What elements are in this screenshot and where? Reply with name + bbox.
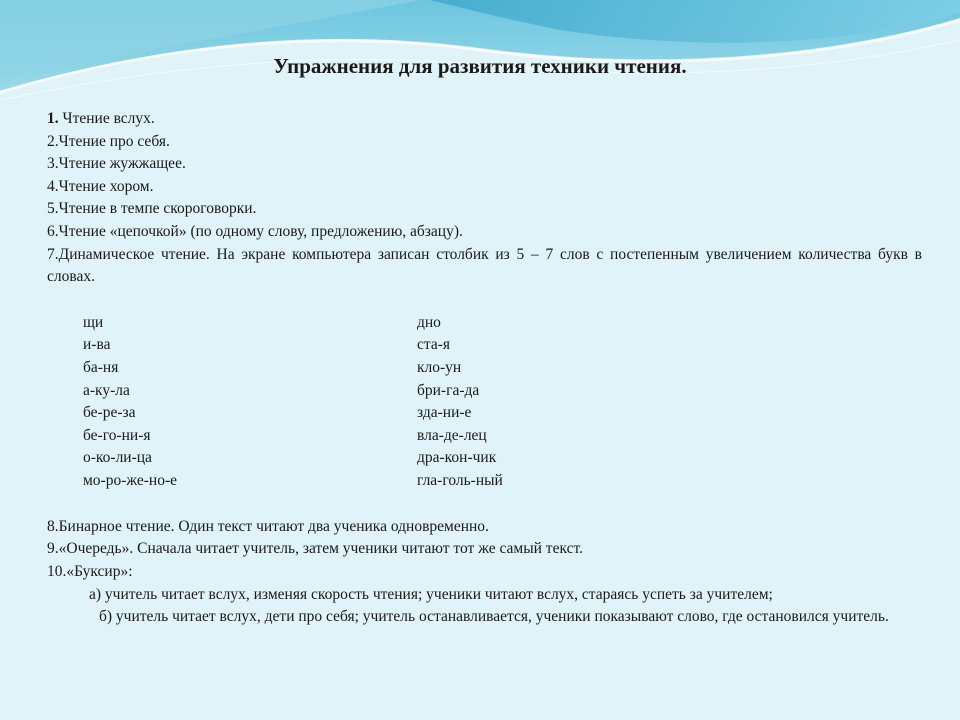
- item-text: Чтение вслух.: [58, 110, 155, 127]
- page-title: Упражнения для развития техники чтения.: [273, 54, 687, 78]
- list-item: 4.Чтение хором.: [47, 177, 154, 195]
- word: ста-я: [417, 336, 451, 354]
- list-item: 5.Чтение в темпе скороговорки.: [47, 200, 257, 218]
- word: бри-га-да: [417, 381, 480, 399]
- word: кло-ун: [417, 358, 462, 376]
- word: вла-де-лец: [417, 426, 487, 444]
- word-columns: [47, 312, 922, 493]
- word-column-left: [83, 312, 177, 493]
- word: дно: [417, 313, 441, 331]
- list-item: 7.Динамическое чтение. На экране компьютера записан столбик из 5 – 7 слов с постепенным увеличением количества букв в словах.: [47, 245, 922, 286]
- word: ба-ня: [83, 358, 119, 376]
- list-item: 3.Чтение жужжащее.: [47, 155, 186, 173]
- word: щи: [83, 313, 104, 331]
- list-item: 9.«Очередь». Сначала читает учитель, затем ученики читают тот же самый текст.: [47, 540, 583, 558]
- sub-item: а) учитель читает вслух, изменяя скорость чтения; ученики читают вслух, стараясь успеть за учителем;: [89, 585, 773, 603]
- word: мо-ро-же-но-е: [83, 471, 178, 489]
- exercise-list: [47, 108, 922, 629]
- word: а-ку-ла: [83, 381, 130, 399]
- word: гла-голь-ный: [417, 471, 503, 489]
- word: бе-ре-за: [83, 404, 136, 422]
- word: дра-кон-чик: [417, 449, 497, 467]
- word: и-ва: [83, 336, 111, 354]
- list-item: 2.Чтение про себя.: [47, 132, 170, 150]
- list-item: [47, 108, 922, 131]
- list-item: 8.Бинарное чтение. Один текст читают два ученика одновременно.: [47, 517, 489, 535]
- list-item: 6.Чтение «цепочкой» (по одному слову, предложению, абзацу).: [47, 222, 463, 240]
- list-item: 10.«Буксир»:: [47, 562, 133, 580]
- word: зда-ни-е: [417, 404, 472, 422]
- word: бе-го-ни-я: [83, 426, 151, 444]
- word-column-right: [417, 312, 503, 493]
- word: о-ко-ли-ца: [83, 449, 152, 467]
- sub-item: б) учитель читает вслух, дети про себя; учитель останавливается, ученики показывают слово, где остановился учитель.: [99, 608, 889, 626]
- item-number: 1.: [47, 110, 59, 127]
